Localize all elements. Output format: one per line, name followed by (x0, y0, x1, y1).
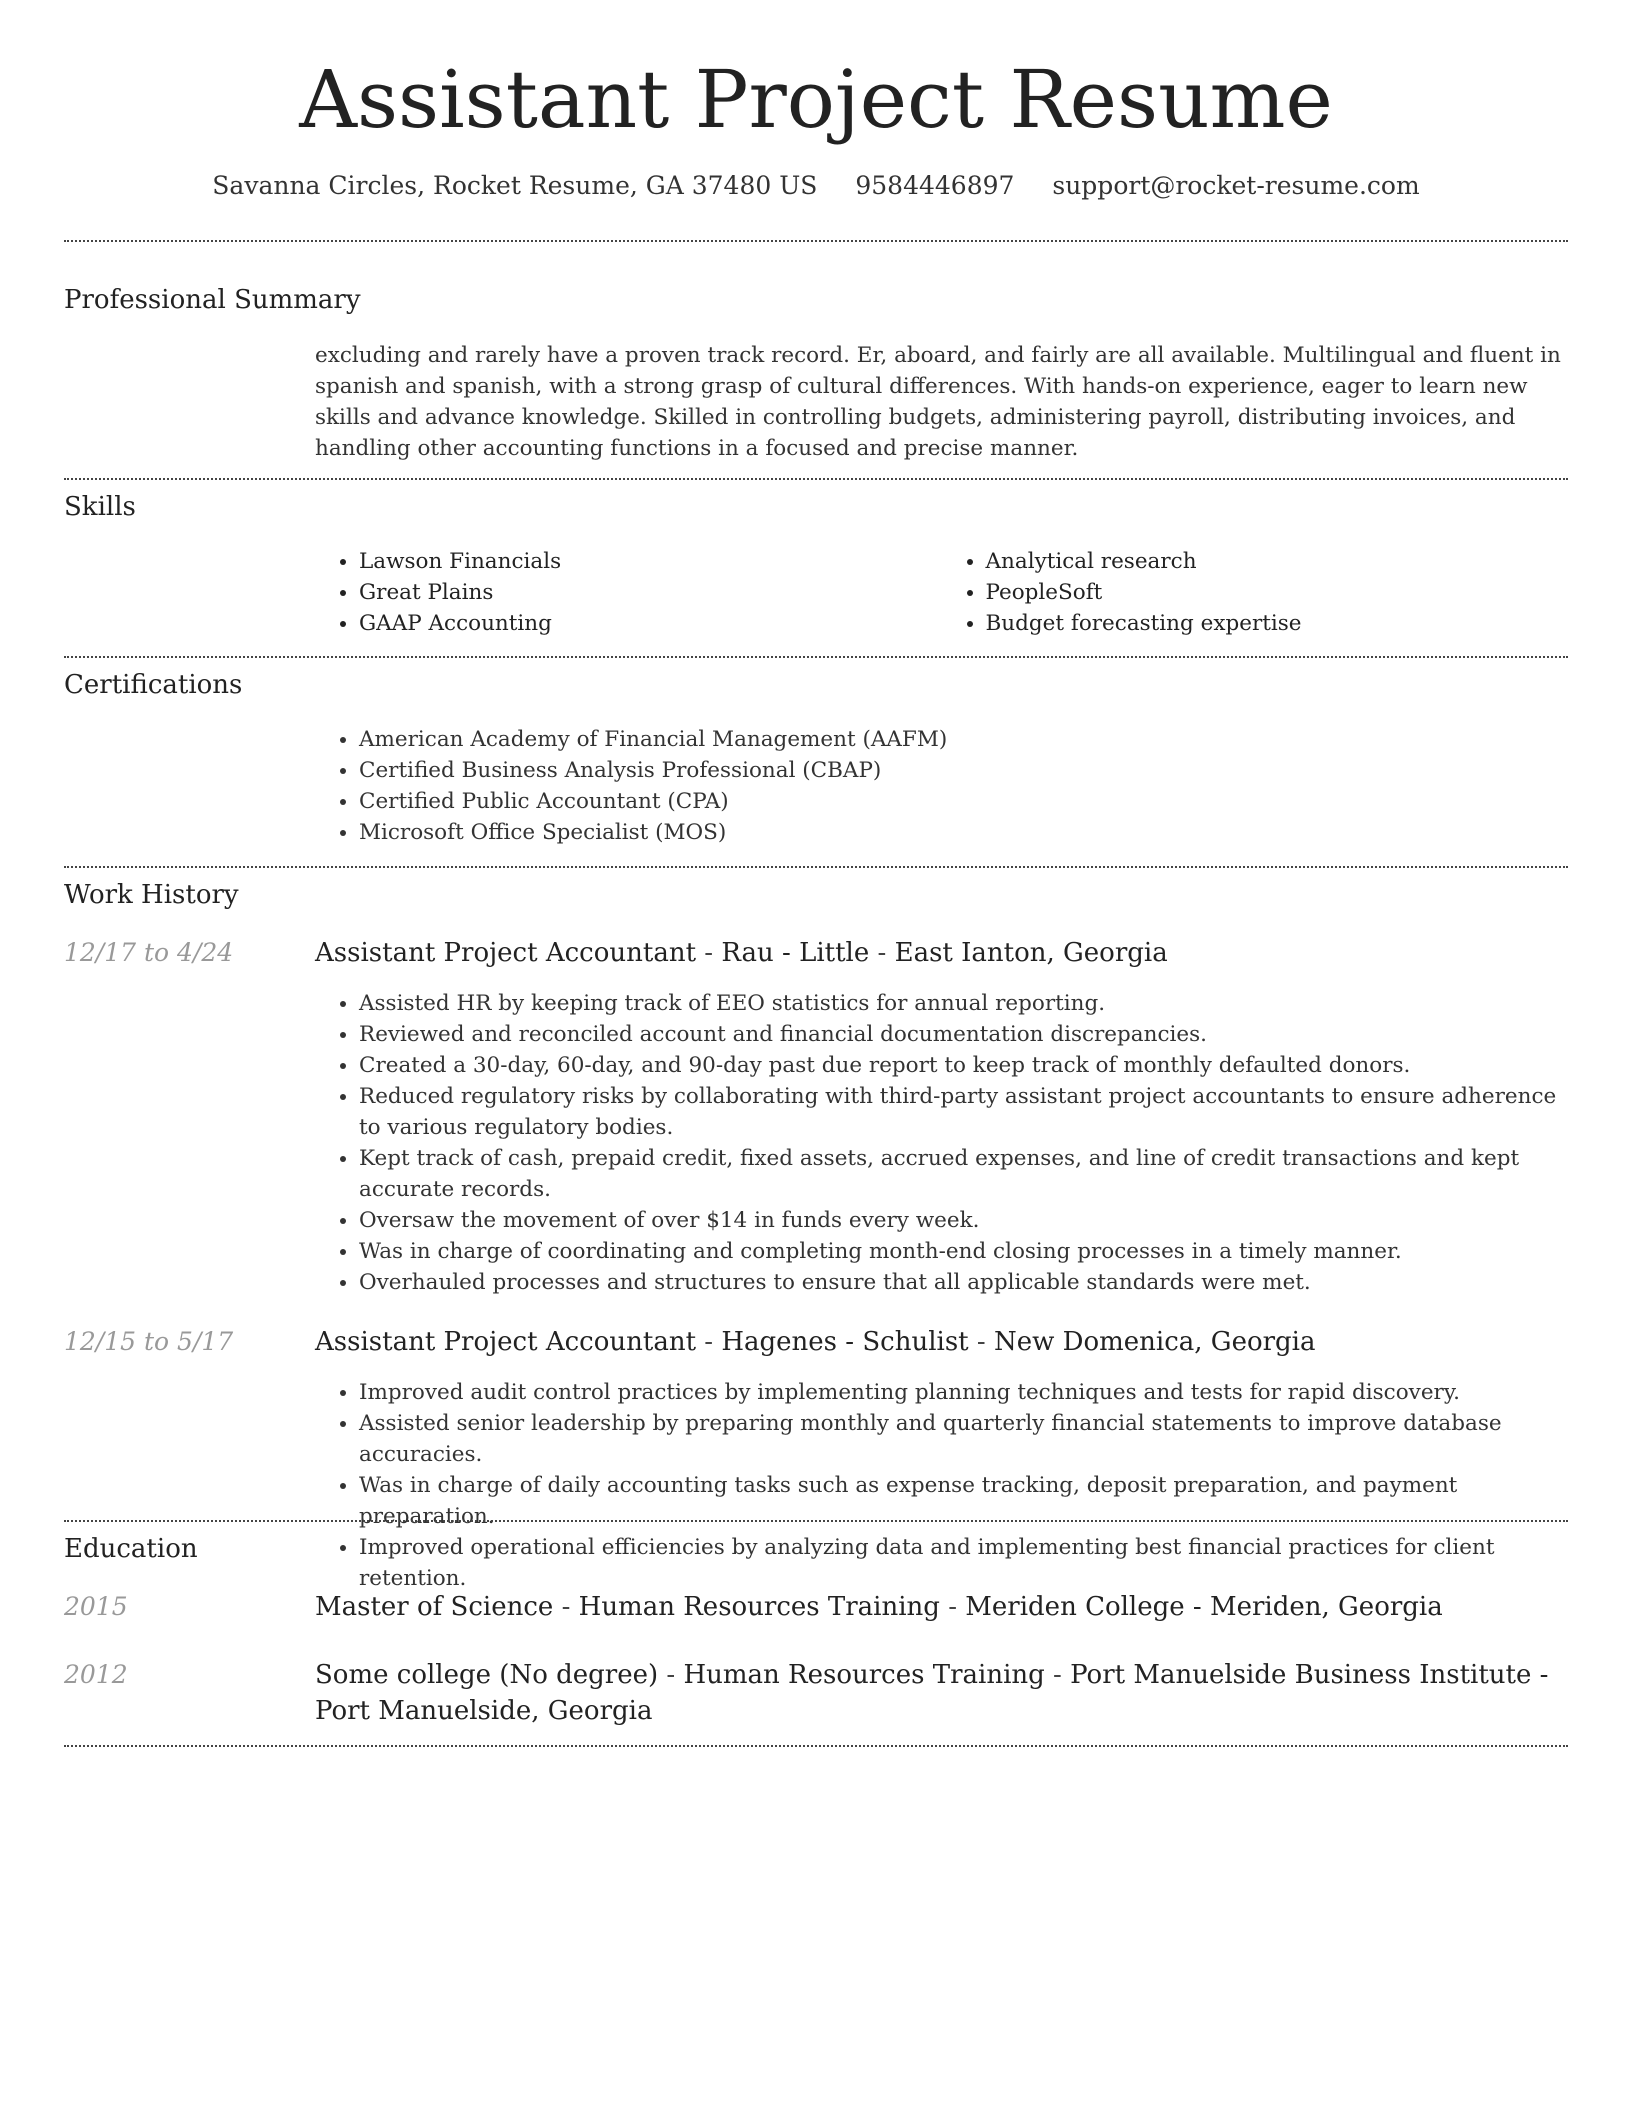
duty-item: • Kept track of cash, prepaid credit, fixed assets, accrued expenses, and line of credit transactions and kept accurate records. (359, 1143, 1568, 1205)
summary-text: excluding and rarely have a proven track record. Er, aboard, and fairly are all available. Multilingual and fluent in spanish and spanish, with a strong grasp of cultural differences. With hands-on experience, eager to learn new skills and advance knowledge. Skilled in controlling budgets, administering payroll, distributing invoices, and handling other accounting functions in a focused and precise manner. (315, 343, 1561, 461)
education-degree: Some college (No degree) (315, 1660, 659, 1690)
certifications-list (315, 724, 1568, 848)
duty-item: • Assisted HR by keeping track of EEO statistics for annual reporting. (359, 988, 1568, 1019)
job-location: East Ianton, Georgia (894, 938, 1168, 968)
divider (64, 1745, 1568, 1747)
job-position: Assistant Project Accountant (315, 938, 697, 968)
job-employer: Rau - Little (721, 938, 870, 968)
divider (64, 240, 1568, 242)
certification-item: • Certified Business Analysis Professional (CBAP) (359, 755, 1568, 786)
education-entry: Some college (No degree) - Human Resources Training - Port Manuelside Business Institute - Port Manuelside, Georgia (315, 1660, 1549, 1726)
duty-item: • Was in charge of coordinating and completing month-end closing processes in a timely manner. (359, 1236, 1568, 1267)
summary-block (315, 340, 1568, 464)
skills-heading: Skills (64, 492, 136, 522)
certification-item: • Certified Public Accountant (CPA) (359, 786, 1568, 817)
job-date: 12/17 to 4/24 (64, 938, 234, 967)
education-entry: Master of Science - Human Resources Training - Meriden College - Meriden, Georgia (315, 1592, 1443, 1622)
education-degree: Master of Science (315, 1592, 554, 1622)
contact-line (0, 168, 1632, 204)
duty-item: • Improved audit control practices by implementing planning techniques and tests for rapid discovery. (359, 1377, 1568, 1408)
job-title: Assistant Project Accountant - Hagenes - Schulist - New Domenica, Georgia (315, 1327, 1316, 1357)
duty-item: • Reduced regulatory risks by collaborating with third-party assistant project accountants to ensure adherence to various regulatory bodies. (359, 1081, 1568, 1143)
skill-item: • Budget forecasting expertise (986, 608, 1569, 639)
duty-item: • Overhauled processes and structures to ensure that all applicable standards were met. (359, 1267, 1568, 1298)
job-employer: Hagenes - Schulist (721, 1327, 969, 1357)
skill-item: • Analytical research (986, 546, 1569, 577)
work-heading: Work History (64, 880, 239, 910)
job-duties (315, 988, 1568, 1298)
duty-item: • Created a 30-day, 60-day, and 90-day past due report to keep track of monthly defaulted donors. (359, 1050, 1568, 1081)
certification-item: • Microsoft Office Specialist (MOS) (359, 817, 1568, 848)
job-duties (315, 1377, 1568, 1594)
contact-phone: 9584446897 (855, 171, 1015, 200)
skills-column-right (942, 546, 1569, 639)
skill-item: • PeopleSoft (986, 577, 1569, 608)
duty-item: • Improved operational efficiencies by analyzing data and implementing best financial practices for client retention. (359, 1532, 1568, 1594)
certifications-block (315, 724, 1568, 848)
summary-heading: Professional Summary (64, 285, 361, 315)
duty-item: • Was in charge of daily accounting tasks such as expense tracking, deposit preparation, and payment preparation. (359, 1470, 1568, 1532)
education-school: Port Manuelside Business Institute - Port Manuelside, Georgia (315, 1660, 1549, 1726)
skill-item: • Lawson Financials (359, 546, 942, 577)
divider (64, 656, 1568, 658)
duty-item: • Reviewed and reconciled account and financial documentation discrepancies. (359, 1019, 1568, 1050)
job-position: Assistant Project Accountant (315, 1327, 697, 1357)
job-date: 12/15 to 5/17 (64, 1327, 234, 1356)
job-duties-list (315, 988, 1568, 1298)
duty-item: • Oversaw the movement of over $14 in funds every week. (359, 1205, 1568, 1236)
certification-item: • American Academy of Financial Management (AAFM) (359, 724, 1568, 755)
education-field: Human Resources Training (578, 1592, 940, 1622)
skill-item: • Great Plains (359, 577, 942, 608)
job-duties-list (315, 1377, 1568, 1594)
education-date: 2012 (64, 1660, 128, 1689)
skills-column-left (315, 546, 942, 639)
skills-list (315, 546, 1568, 639)
education-school: Meriden College - Meriden, Georgia (965, 1592, 1443, 1622)
divider (64, 478, 1568, 480)
skill-item: • GAAP Accounting (359, 608, 942, 639)
divider (64, 866, 1568, 868)
job-title: Assistant Project Accountant - Rau - Little - East Ianton, Georgia (315, 938, 1168, 968)
duty-item: • Assisted senior leadership by preparing monthly and quarterly financial statements to improve database accuracies. (359, 1408, 1568, 1470)
job-location: New Domenica, Georgia (993, 1327, 1316, 1357)
divider (64, 1520, 1568, 1522)
education-date: 2015 (64, 1592, 128, 1621)
contact-email: support@rocket-resume.com (1052, 171, 1420, 200)
resume-title: Assistant Project Resume (299, 53, 1333, 146)
education-heading: Education (64, 1534, 198, 1564)
contact-address: Savanna Circles, Rocket Resume, GA 37480 US (212, 171, 818, 200)
education-field: Human Resources Training (683, 1660, 1045, 1690)
certifications-heading: Certifications (64, 670, 243, 700)
